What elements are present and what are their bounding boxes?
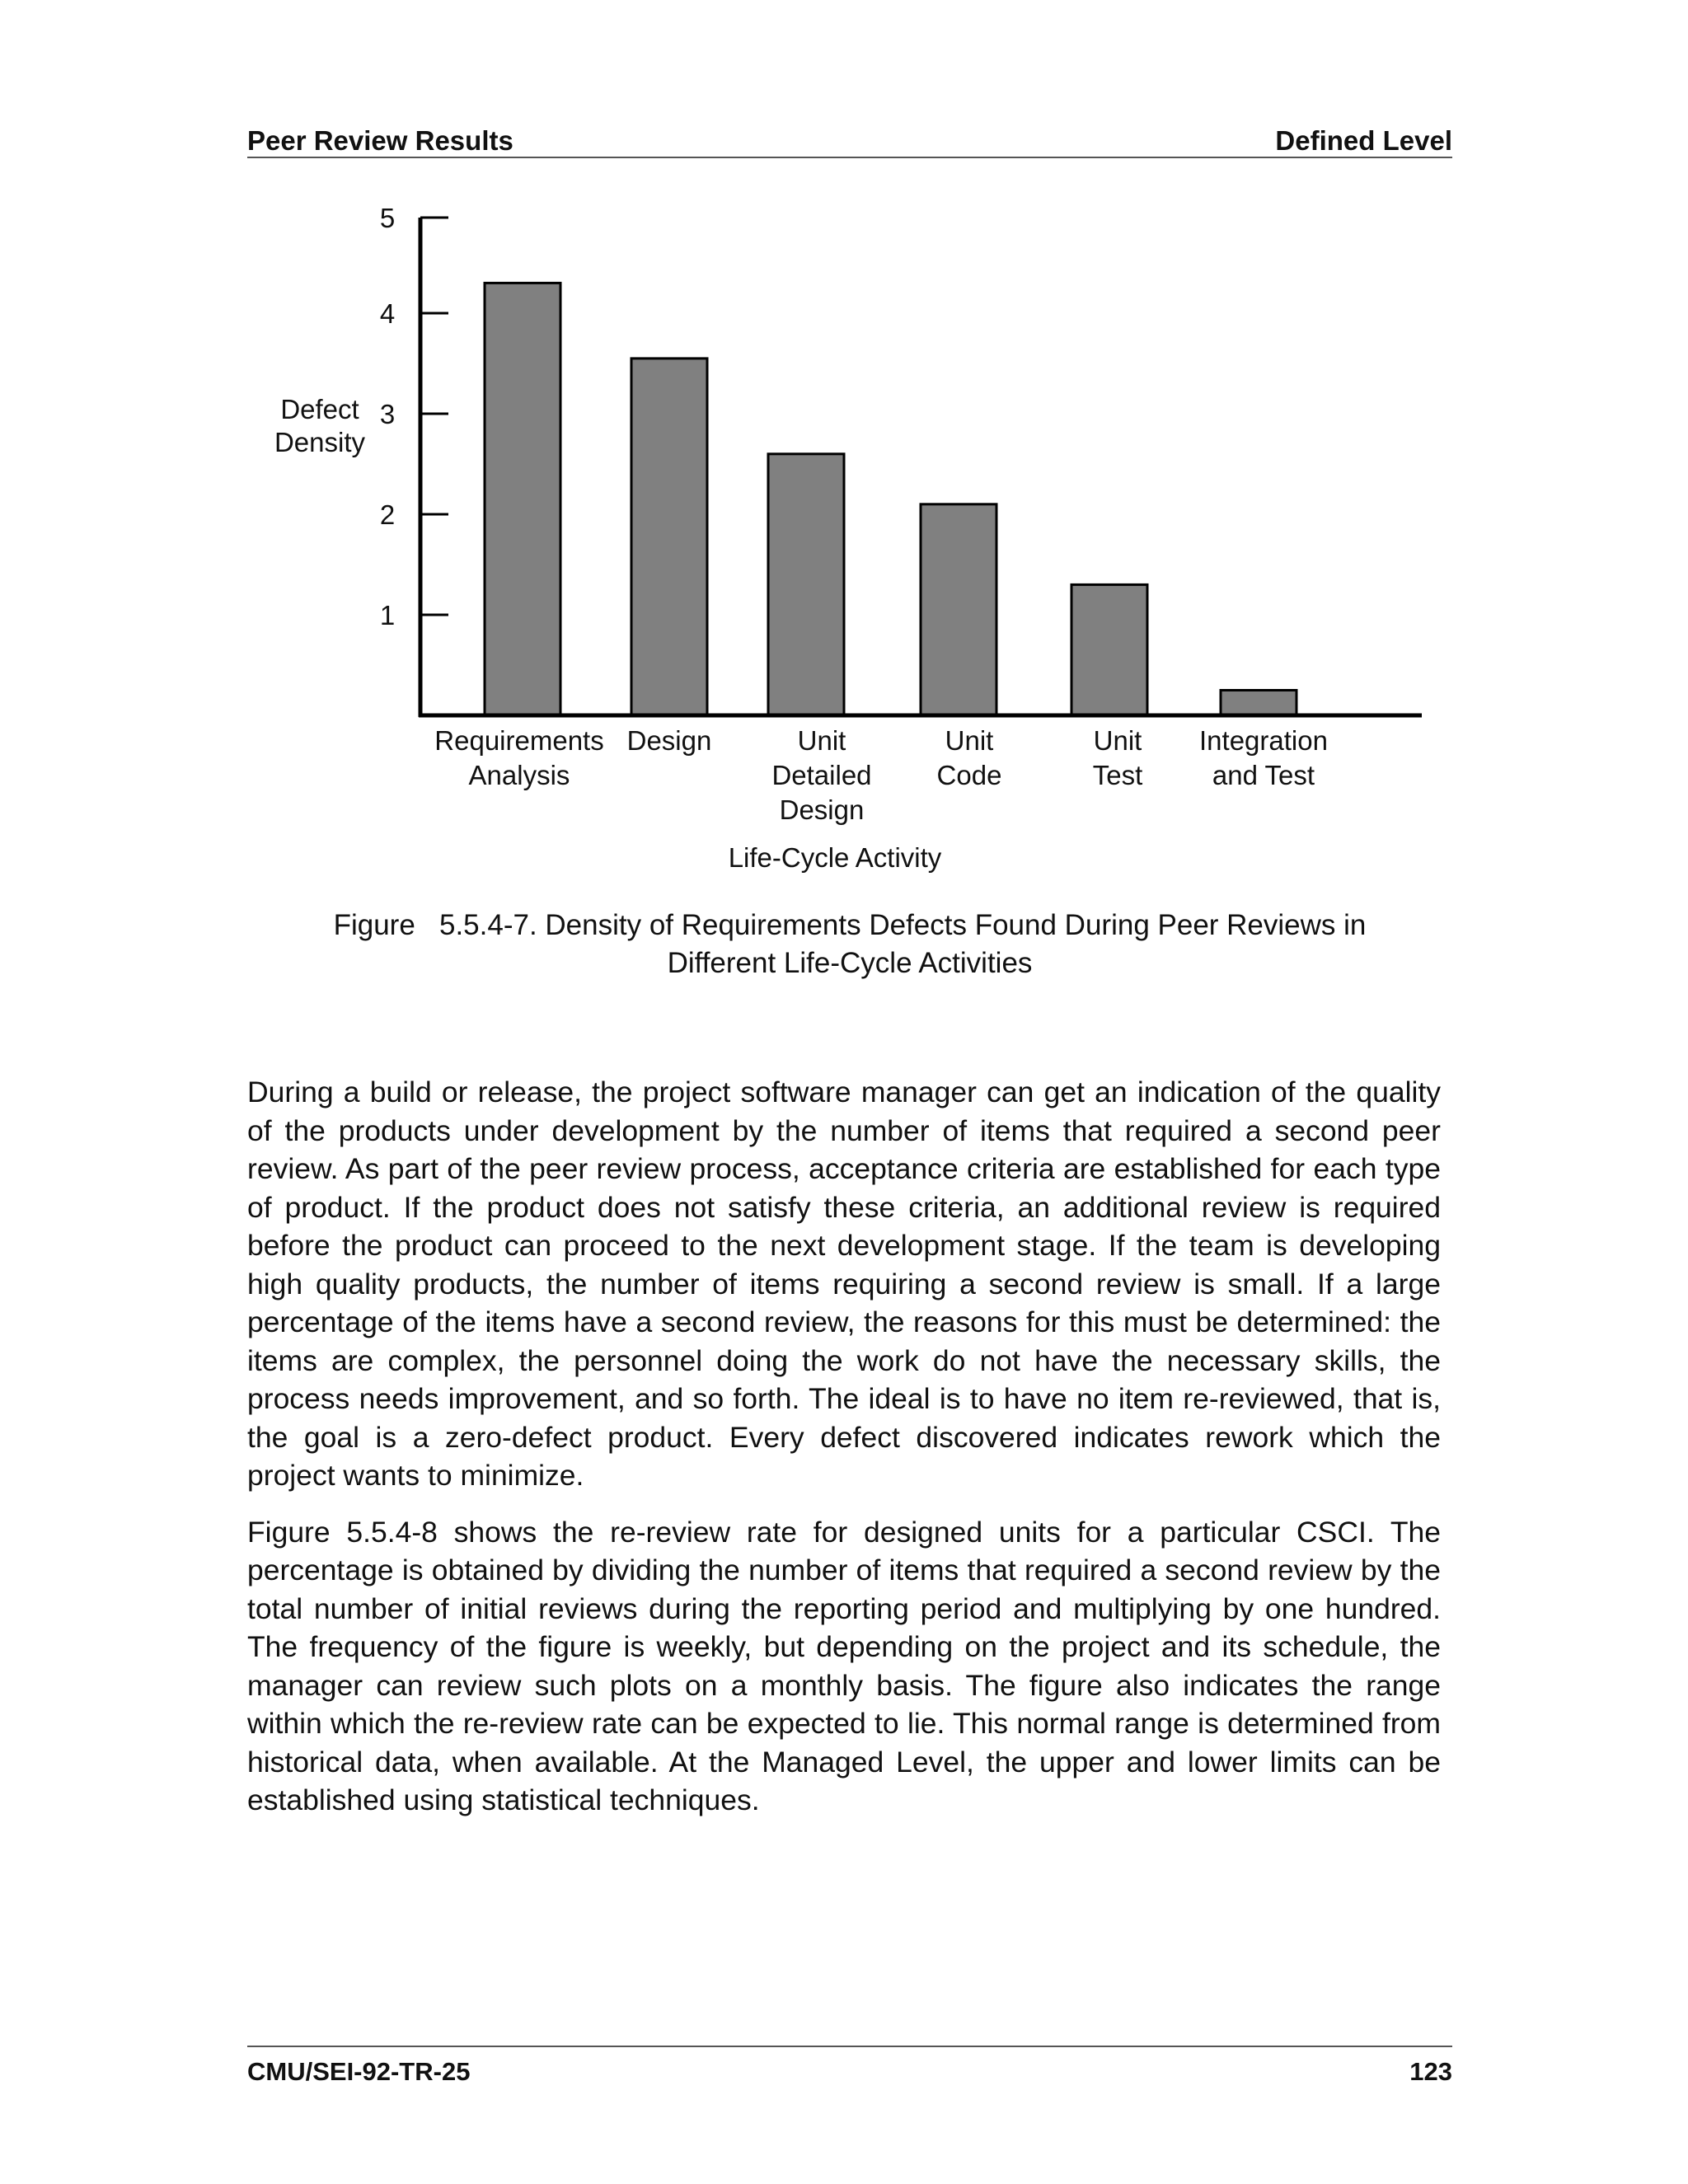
category-label-1-line-0: Design [626,725,712,756]
defect-density-chart [0,0,1688,907]
x-axis-label: Life-Cycle Activity [728,842,942,873]
category-label-4-line-0: Unit [1093,725,1142,756]
x-category-labels [434,725,1328,825]
category-label-5-line-0: Integration [1199,725,1328,756]
y-tick-label-5: 5 [379,203,396,233]
y-tick-label-2: 2 [379,499,396,530]
caption-line-1: Figure 5.5.4-7. Density of Requirements Defects Found During Peer Reviews in [333,909,1367,941]
category-label-0-line-0: Requirements [434,725,604,756]
bar-5 [1221,691,1296,716]
category-label-4-line-1: Test [1092,760,1143,790]
category-label-3-line-0: Unit [945,725,994,756]
bars [485,283,1296,715]
category-label-5-line-1: and Test [1212,760,1315,790]
paragraph-2: Figure 5.5.4-8 shows the re-review rate for designed units for a particular CSCI. The percentage is obtained by dividing the number of items that required a second review by the total number of initial reviews during the reporting period and multiplying by one hundred. The frequency of the figure is weekly, but depending on the project and its schedule, the manager can review such plots on a monthly basis. The figure also indicates the range within which the re-review rate can be expected to lie. This normal range is determined from historical data, when available. At the Managed Level, the upper and lower limits can be established using statistical techniques. [247,1515,1441,1816]
bar-3 [921,504,996,715]
y-axis-label [274,394,366,457]
bar-0 [485,283,560,715]
header-level: Defined Level [1275,125,1452,156]
y-tick-label-4: 4 [379,298,396,329]
header-section-title: Peer Review Results [247,125,513,156]
bar-1 [631,359,707,715]
body-text [247,1073,1441,1838]
y-tick-label-1: 1 [379,600,396,630]
bar-4 [1071,584,1147,715]
y-axis-label-line-2: Density [274,427,366,457]
bar-2 [768,454,844,715]
category-label-0-line-1: Analysis [468,760,570,790]
y-axis-label-line-1: Defect [280,394,359,424]
report-id: CMU/SEI-92-TR-25 [247,2057,471,2086]
category-label-2-line-1: Detailed [771,760,872,790]
paragraph-1: During a build or release, the project software manager can get an indication of the quality of the products under development by the number of items that required a second peer review. As part of the peer review process, acceptance criteria are established for each type of product. If the product does not satisfy these criteria, an additional review is required before the product can proceed to the next development stage. If the team is developing high quality products, the number of items requiring a second review is small. If a large percentage of the items have a second review, the reasons for this must be determined: the items are complex, the personnel doing the work do not have the necessary skills, the process needs improvement, and so forth. The ideal is to have no item re-reviewed, that is, the goal is a zero-defect product. Every defect discovered indicates rework which the project wants to minimize. [247,1076,1441,1492]
page-number: 123 [1409,2057,1452,2086]
y-axis-ticks [380,203,448,630]
page-footer [247,2046,1452,2087]
category-label-2-line-2: Design [779,794,865,825]
category-label-3-line-1: Code [936,760,1002,790]
y-tick-label-3: 3 [379,399,396,429]
caption-line-2: Different Life-Cycle Activities [667,947,1033,979]
figure-caption [247,907,1452,982]
category-label-2-line-0: Unit [797,725,846,756]
